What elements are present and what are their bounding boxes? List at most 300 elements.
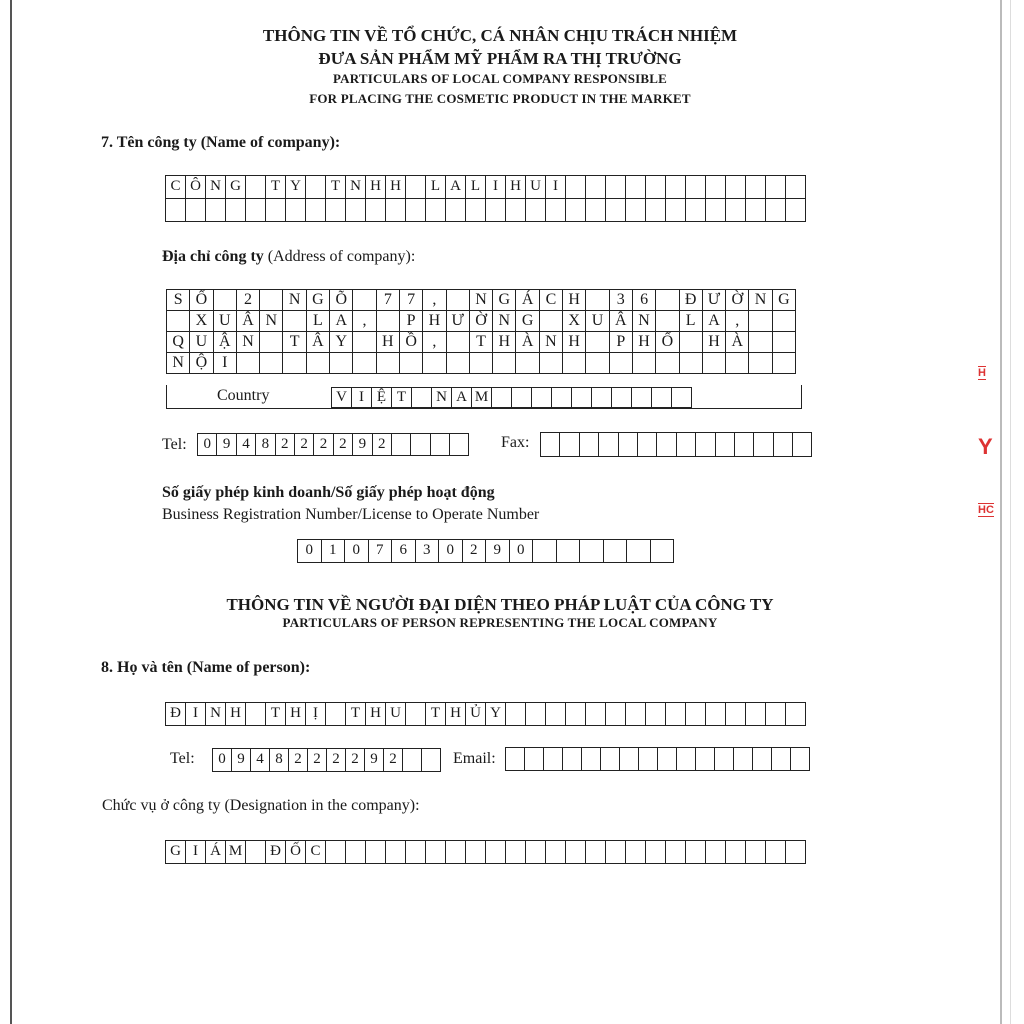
form-cell <box>666 199 686 222</box>
form-cell <box>246 176 266 199</box>
form-cell: L <box>426 176 446 199</box>
person-name-cells <box>165 702 806 726</box>
address-cell: N <box>540 332 563 353</box>
form-cell <box>715 748 734 771</box>
form-cell <box>506 748 525 771</box>
address-cell: G <box>307 290 330 311</box>
form-cell <box>422 749 441 772</box>
form-cell <box>766 841 786 864</box>
form-cell <box>735 433 754 457</box>
form-cell <box>546 703 566 726</box>
form-cell <box>506 841 526 864</box>
address-cell <box>447 353 470 374</box>
form-cell <box>604 540 628 563</box>
company-name-row-1 <box>165 175 806 199</box>
form-cell: T <box>326 176 346 199</box>
form-cell <box>412 388 432 408</box>
form-cell <box>306 176 326 199</box>
address-cell <box>283 353 306 374</box>
address-cell: Y <box>330 332 353 353</box>
form-cell: Ị <box>306 703 326 726</box>
company-tel-cells <box>197 433 469 456</box>
address-cell <box>377 353 400 374</box>
form-cell <box>677 748 696 771</box>
form-cell: 2 <box>295 434 314 456</box>
form-cell <box>626 176 646 199</box>
form-cell <box>486 841 506 864</box>
address-cell: N <box>633 311 656 332</box>
form-cell <box>580 540 604 563</box>
address-cell <box>540 311 563 332</box>
form-cell <box>619 433 638 457</box>
form-cell: G <box>166 841 186 864</box>
form-cell <box>403 749 422 772</box>
form-cell <box>306 199 326 222</box>
address-cell: N <box>470 290 493 311</box>
form-cell <box>754 433 773 457</box>
address-label-en: (Address of company): <box>267 248 416 265</box>
form-cell <box>672 388 692 408</box>
form-cell <box>526 703 546 726</box>
address-cell: Ờ <box>726 290 749 311</box>
address-cell: Ậ <box>214 332 237 353</box>
form-cell <box>392 434 411 456</box>
form-cell: 2 <box>308 749 327 772</box>
form-cell: I <box>186 841 206 864</box>
form-cell: 9 <box>353 434 372 456</box>
form-cell <box>206 199 226 222</box>
form-cell <box>246 703 266 726</box>
form-cell: H <box>366 703 386 726</box>
form-cell: 0 <box>198 434 217 456</box>
header-line-3: PARTICULARS OF LOCAL COMPANY RESPONSIBLE <box>332 71 668 86</box>
form-cell <box>431 434 450 456</box>
address-cell: H <box>377 332 400 353</box>
address-cell: G <box>516 311 539 332</box>
form-cell <box>652 388 672 408</box>
form-cell <box>612 388 632 408</box>
address-cell <box>400 353 423 374</box>
address-cell <box>586 332 609 353</box>
form-cell <box>544 748 563 771</box>
address-cell <box>540 353 563 374</box>
company-name-row-2 <box>165 198 806 222</box>
license-label-vi: Số giấy phép kinh doanh/Số giấy phép hoạt động <box>162 484 495 501</box>
form-cell <box>706 703 726 726</box>
address-cell: H <box>493 332 516 353</box>
form-cell: 8 <box>256 434 275 456</box>
form-cell: I <box>352 388 372 408</box>
form-cell <box>566 703 586 726</box>
form-cell <box>566 841 586 864</box>
address-cell: , <box>423 290 446 311</box>
form-cell <box>626 841 646 864</box>
form-cell: T <box>266 703 286 726</box>
address-cell <box>377 311 400 332</box>
form-cell <box>706 841 726 864</box>
form-cell <box>386 199 406 222</box>
form-cell <box>572 388 592 408</box>
address-cell: T <box>283 332 306 353</box>
form-cell <box>686 176 706 199</box>
form-cell <box>666 841 686 864</box>
form-cell: 2 <box>346 749 365 772</box>
form-cell: 4 <box>237 434 256 456</box>
form-cell <box>666 176 686 199</box>
form-cell: N <box>346 176 366 199</box>
designation-label: Chức vụ ở công ty (Designation in the company): <box>102 797 420 814</box>
address-cell: T <box>470 332 493 353</box>
address-cell: N <box>167 353 190 374</box>
form-cell <box>706 199 726 222</box>
address-cell <box>656 311 679 332</box>
company-fax-label: Fax: <box>501 434 530 451</box>
country-cells <box>331 387 692 408</box>
address-cell <box>749 311 772 332</box>
form-cell <box>346 841 366 864</box>
address-cell <box>773 311 796 332</box>
form-cell <box>546 841 566 864</box>
form-cell: 2 <box>384 749 403 772</box>
address-cell: , <box>423 332 446 353</box>
form-cell <box>326 703 346 726</box>
address-grid <box>166 289 796 374</box>
form-cell <box>525 748 544 771</box>
form-cell <box>406 841 426 864</box>
address-cell <box>447 290 470 311</box>
form-cell: Y <box>486 703 506 726</box>
form-cell <box>746 841 766 864</box>
form-cell <box>533 540 557 563</box>
form-cell <box>658 748 677 771</box>
address-cell: 2 <box>237 290 260 311</box>
form-cell <box>786 199 806 222</box>
form-cell <box>426 841 446 864</box>
address-cell: N <box>749 290 772 311</box>
form-cell: 0 <box>345 540 369 563</box>
form-cell <box>686 703 706 726</box>
form-cell <box>366 199 386 222</box>
form-cell <box>639 748 658 771</box>
margin-mark-2: Y <box>978 434 993 459</box>
header-line-1: THÔNG TIN VỀ TỔ CHỨC, CÁ NHÂN CHỊU TRÁCH NHIỆM <box>262 26 738 45</box>
address-cell <box>330 353 353 374</box>
address-cell: L <box>680 311 703 332</box>
form-cell <box>696 748 715 771</box>
form-cell <box>246 841 266 864</box>
form-cell <box>446 841 466 864</box>
address-cell: A <box>703 311 726 332</box>
form-cell <box>552 388 572 408</box>
address-cell <box>237 353 260 374</box>
form-cell <box>366 841 386 864</box>
form-cell <box>774 433 793 457</box>
license-number-cells <box>297 539 674 563</box>
form-cell <box>786 841 806 864</box>
person-email-cells <box>505 747 810 771</box>
form-cell <box>406 199 426 222</box>
address-cell: S <box>167 290 190 311</box>
form-cell <box>466 841 486 864</box>
form-cell <box>716 433 735 457</box>
form-cell <box>532 388 552 408</box>
form-cell <box>586 841 606 864</box>
form-cell <box>599 433 618 457</box>
address-cell <box>167 311 190 332</box>
form-cell <box>734 748 753 771</box>
form-cell <box>677 433 696 457</box>
designation-cells <box>165 840 806 864</box>
form-cell: A <box>446 176 466 199</box>
form-cell: G <box>226 176 246 199</box>
person-tel-label: Tel: <box>170 750 195 767</box>
person-tel-cells <box>212 748 441 772</box>
form-cell <box>580 433 599 457</box>
address-cell: G <box>773 290 796 311</box>
address-cell: Â <box>610 311 633 332</box>
address-cell: H <box>703 332 726 353</box>
address-cell <box>260 353 283 374</box>
form-cell <box>766 703 786 726</box>
form-cell <box>486 199 506 222</box>
form-cell: N <box>432 388 452 408</box>
address-cell <box>726 353 749 374</box>
margin-mark-3: HC <box>978 504 994 516</box>
form-cell <box>686 199 706 222</box>
form-cell <box>601 748 620 771</box>
address-cell: À <box>516 332 539 353</box>
form-cell: 9 <box>232 749 251 772</box>
address-cell <box>470 353 493 374</box>
form-cell <box>186 199 206 222</box>
form-cell <box>450 434 469 456</box>
form-cell: 0 <box>298 540 322 563</box>
form-cell <box>557 540 581 563</box>
address-cell: Á <box>516 290 539 311</box>
address-cell <box>703 353 726 374</box>
page-edge-shadow <box>1010 0 1011 1024</box>
address-cell: H <box>563 290 586 311</box>
form-cell <box>786 176 806 199</box>
address-cell: Ộ <box>190 353 213 374</box>
form-cell <box>286 199 306 222</box>
form-cell: H <box>506 176 526 199</box>
form-cell <box>582 748 601 771</box>
representative-header-line-2: PARTICULARS OF PERSON REPRESENTING THE LOCAL COMPANY <box>282 615 718 630</box>
form-cell: Ố <box>286 841 306 864</box>
form-cell <box>560 433 579 457</box>
address-cell: X <box>190 311 213 332</box>
address-cell <box>353 332 376 353</box>
form-cell <box>706 176 726 199</box>
form-cell: 2 <box>289 749 308 772</box>
address-cell <box>586 353 609 374</box>
form-cell: M <box>472 388 492 408</box>
form-cell <box>586 176 606 199</box>
address-cell: À <box>726 332 749 353</box>
form-cell <box>746 703 766 726</box>
address-cell: Ư <box>447 311 470 332</box>
form-cell: C <box>166 176 186 199</box>
address-cell <box>563 353 586 374</box>
form-cell <box>512 388 532 408</box>
form-cell <box>426 199 446 222</box>
form-cell <box>606 703 626 726</box>
form-cell <box>793 433 812 457</box>
address-cell <box>260 290 283 311</box>
address-cell: 3 <box>610 290 633 311</box>
form-cell <box>563 748 582 771</box>
address-cell: Ồ <box>400 332 423 353</box>
address-cell: N <box>283 290 306 311</box>
form-cell <box>386 841 406 864</box>
address-cell: Ư <box>703 290 726 311</box>
address-cell: A <box>330 311 353 332</box>
address-cell <box>493 353 516 374</box>
address-cell: U <box>214 311 237 332</box>
form-cell <box>446 199 466 222</box>
form-cell <box>246 199 266 222</box>
form-cell: U <box>386 703 406 726</box>
address-cell: N <box>493 311 516 332</box>
form-cell: 9 <box>486 540 510 563</box>
address-cell: 6 <box>633 290 656 311</box>
form-cell <box>726 199 746 222</box>
country-label: Country <box>217 387 270 404</box>
page-left-border <box>10 0 12 1024</box>
form-cell: A <box>452 388 472 408</box>
address-cell: U <box>190 332 213 353</box>
form-cell: H <box>286 703 306 726</box>
form-cell: M <box>226 841 246 864</box>
form-cell: H <box>366 176 386 199</box>
form-cell: H <box>226 703 246 726</box>
address-cell: G <box>493 290 516 311</box>
license-label-en: Business Registration Number/License to Operate Number <box>162 506 540 523</box>
form-cell: U <box>526 176 546 199</box>
address-cell: N <box>260 311 283 332</box>
form-cell <box>753 748 772 771</box>
form-cell: I <box>486 176 506 199</box>
address-cell <box>260 332 283 353</box>
address-cell: U <box>586 311 609 332</box>
address-cell: , <box>353 311 376 332</box>
form-cell: Ô <box>186 176 206 199</box>
address-cell <box>749 332 772 353</box>
form-cell: 0 <box>439 540 463 563</box>
form-cell: 2 <box>334 434 353 456</box>
form-cell: 2 <box>373 434 392 456</box>
form-cell: 6 <box>392 540 416 563</box>
address-cell <box>283 311 306 332</box>
header-line-2: ĐƯA SẢN PHẨM MỸ PHẨM RA THỊ TRƯỜNG <box>318 49 682 68</box>
form-cell: 8 <box>270 749 289 772</box>
form-cell <box>627 540 651 563</box>
representative-header-line-1: THÔNG TIN VỀ NGƯỜI ĐẠI DIỆN THEO PHÁP LUẬT CỦA CÔNG TY <box>226 595 774 614</box>
form-cell <box>226 199 246 222</box>
form-cell <box>566 199 586 222</box>
form-cell <box>406 703 426 726</box>
address-cell: P <box>610 332 633 353</box>
person-name-label: 8. Họ và tên (Name of person): <box>101 659 311 676</box>
form-cell <box>606 841 626 864</box>
form-cell <box>646 841 666 864</box>
form-cell: V <box>332 388 352 408</box>
address-cell: Ờ <box>470 311 493 332</box>
header-line-4: FOR PLACING THE COSMETIC PRODUCT IN THE MARKET <box>309 91 691 106</box>
form-cell: Ủ <box>466 703 486 726</box>
address-label-vi: Địa chỉ công ty <box>162 248 264 265</box>
form-cell <box>646 176 666 199</box>
margin-mark-1: H <box>978 367 986 379</box>
form-cell <box>726 176 746 199</box>
form-cell <box>766 199 786 222</box>
form-cell: N <box>206 703 226 726</box>
form-cell <box>492 388 512 408</box>
form-cell: 4 <box>251 749 270 772</box>
form-cell: Đ <box>266 841 286 864</box>
address-cell: N <box>237 332 260 353</box>
form-cell <box>646 199 666 222</box>
address-cell: Â <box>307 332 330 353</box>
address-cell <box>447 332 470 353</box>
address-cell: Â <box>237 311 260 332</box>
address-cell <box>680 353 703 374</box>
person-email-label: Email: <box>453 750 496 767</box>
form-cell: Đ <box>166 703 186 726</box>
address-cell: H <box>633 332 656 353</box>
address-cell: Ố <box>190 290 213 311</box>
form-cell <box>646 703 666 726</box>
form-cell <box>626 703 646 726</box>
form-cell <box>586 199 606 222</box>
form-cell: H <box>446 703 466 726</box>
address-cell <box>656 353 679 374</box>
address-cell: X <box>563 311 586 332</box>
form-cell <box>506 199 526 222</box>
address-cell <box>586 290 609 311</box>
form-cell <box>506 703 526 726</box>
address-cell: Q <box>167 332 190 353</box>
form-cell <box>546 199 566 222</box>
address-cell <box>656 290 679 311</box>
form-cell <box>346 199 366 222</box>
form-cell <box>541 433 560 457</box>
form-cell: Ệ <box>372 388 392 408</box>
form-cell: 0 <box>213 749 232 772</box>
form-cell: I <box>186 703 206 726</box>
form-cell <box>746 199 766 222</box>
address-cell: 7 <box>400 290 423 311</box>
form-cell <box>766 176 786 199</box>
address-cell: 7 <box>377 290 400 311</box>
form-cell <box>746 176 766 199</box>
form-cell: I <box>546 176 566 199</box>
form-cell: 3 <box>416 540 440 563</box>
form-cell <box>526 199 546 222</box>
form-cell <box>466 199 486 222</box>
form-cell: 2 <box>463 540 487 563</box>
address-cell <box>633 353 656 374</box>
address-cell <box>773 332 796 353</box>
address-cell <box>214 290 237 311</box>
form-cell <box>586 703 606 726</box>
form-cell: 1 <box>322 540 346 563</box>
form-cell <box>606 176 626 199</box>
form-cell <box>791 748 810 771</box>
form-cell: Y <box>286 176 306 199</box>
form-cell: 0 <box>510 540 534 563</box>
